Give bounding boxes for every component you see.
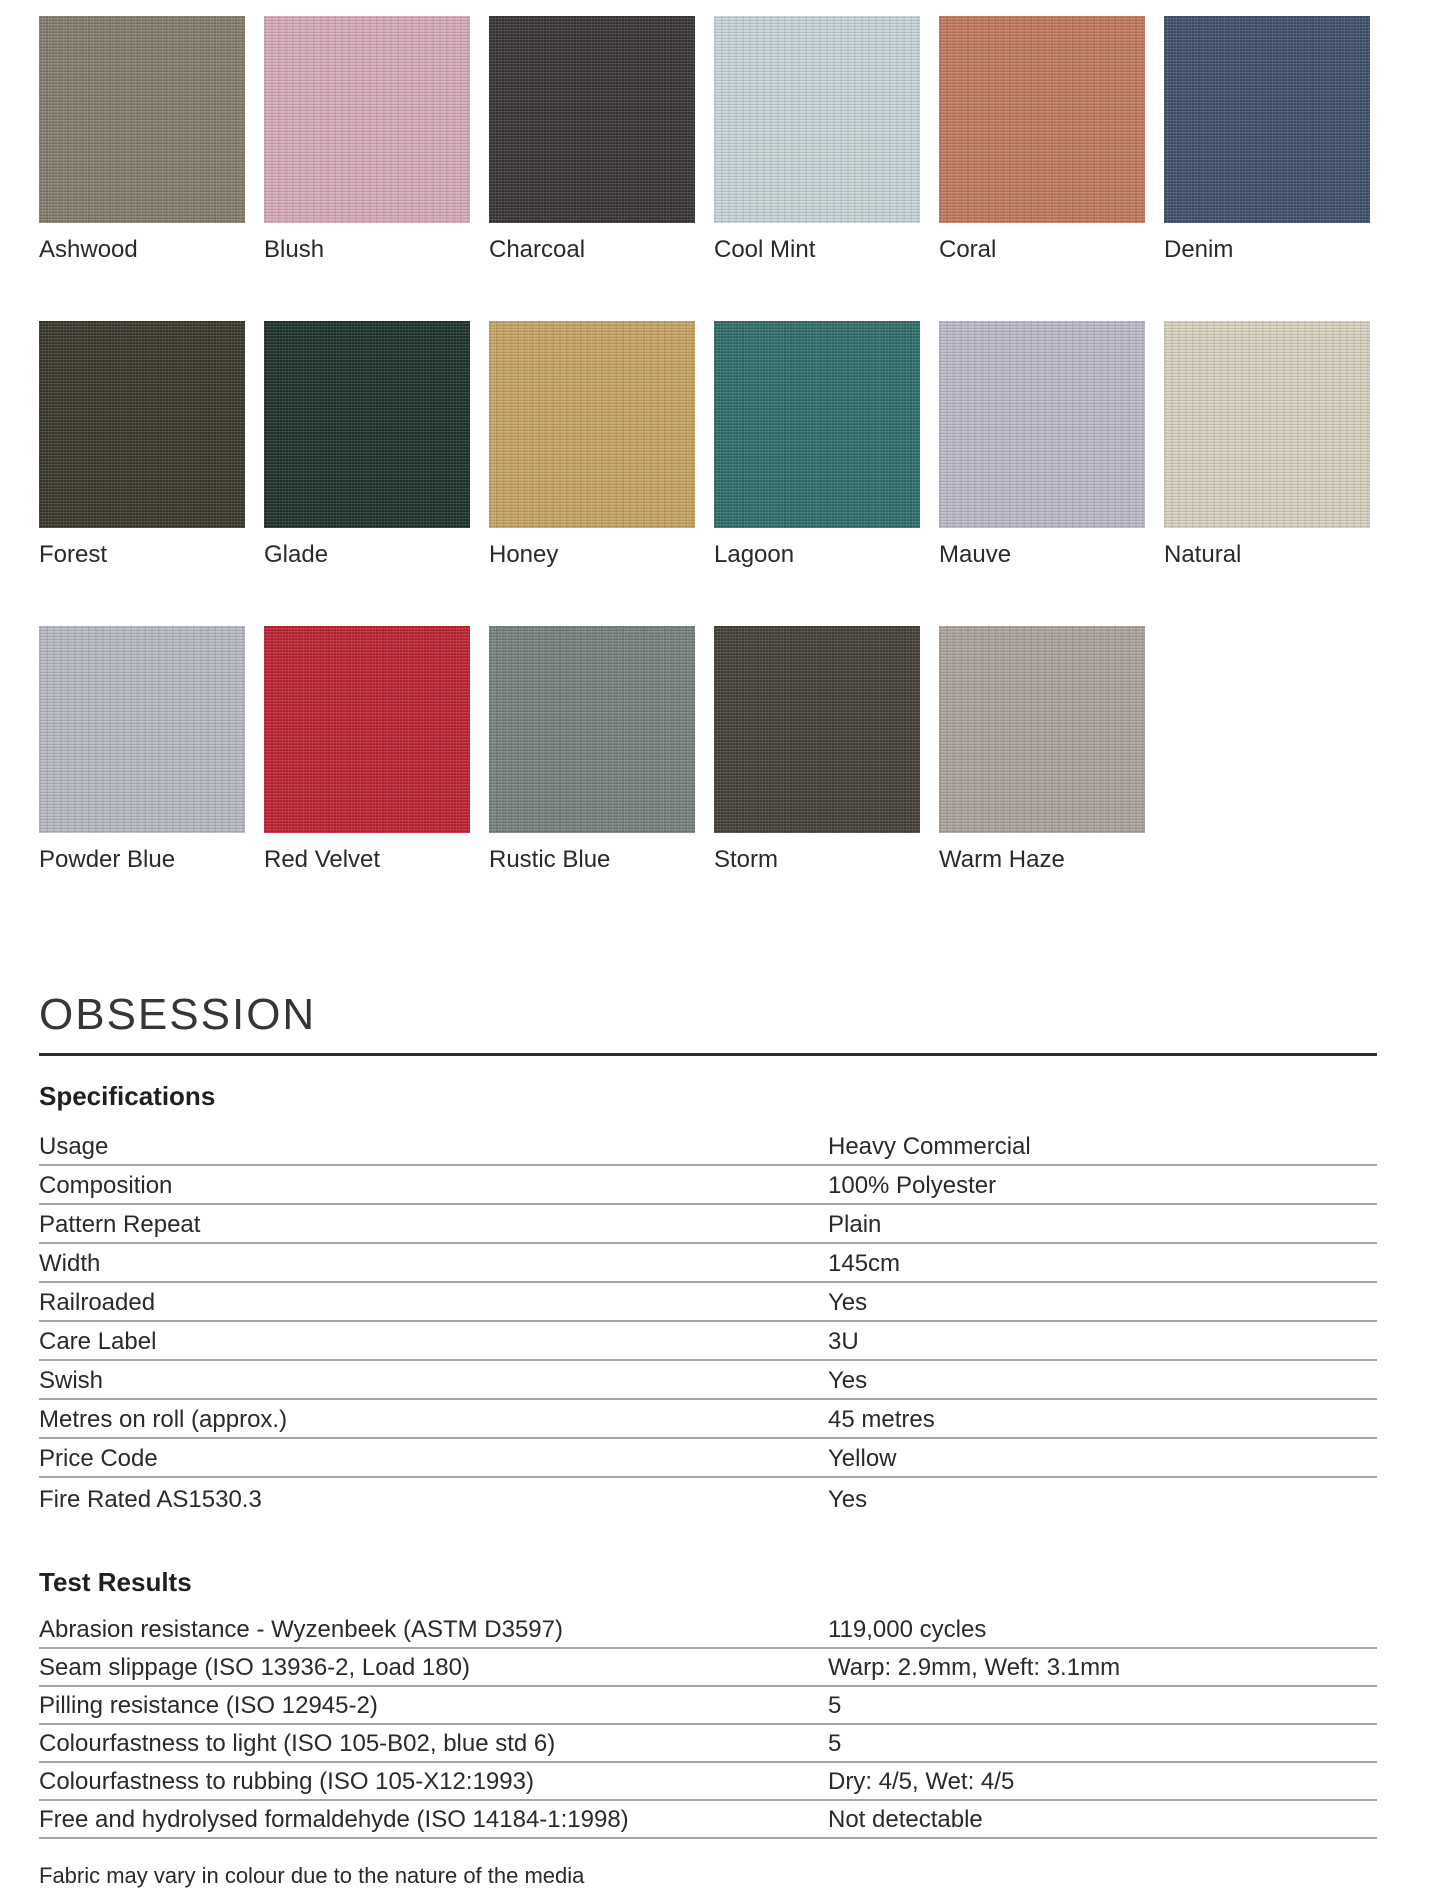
test-results-heading: Test Results [39, 1567, 192, 1597]
swatch-mauve [939, 321, 1145, 568]
table-row-label: Price Code [39, 1445, 158, 1472]
table-row-value: Plain [828, 1211, 882, 1238]
fabric-swatch-label: Storm [714, 846, 779, 873]
fabric-swatch-label: Blush [264, 236, 325, 263]
table-row-label: Abrasion resistance - Wyzenbeek (ASTM D3597) [39, 1616, 563, 1643]
swatch-storm [714, 626, 920, 873]
table-row-label: Usage [39, 1133, 109, 1160]
fabric-swatch-image [714, 321, 920, 528]
table-row [39, 1244, 1377, 1283]
fabric-swatch-label: Cool Mint [714, 236, 816, 263]
fabric-swatch-image [939, 321, 1145, 528]
table-row [39, 1687, 1377, 1725]
fabric-swatch-image [939, 626, 1145, 833]
fabric-swatch-label: Glade [264, 541, 329, 568]
table-row [39, 1283, 1377, 1322]
fabric-swatch-image [489, 16, 695, 223]
table-row-label: Colourfastness to rubbing (ISO 105-X12:1993) [39, 1768, 534, 1795]
fabric-swatch-image [264, 626, 470, 833]
fabric-swatch-image [264, 321, 470, 528]
page-title: OBSESSION [39, 990, 317, 1039]
fabric-swatch-image [714, 16, 920, 223]
fabric-swatch-image [1164, 16, 1370, 223]
table-row-label: Free and hydrolysed formaldehyde (ISO 14184-1:1998) [39, 1806, 629, 1833]
fabric-swatch-image [489, 321, 695, 528]
swatch-natural [1164, 321, 1370, 568]
fabric-swatch-label: Coral [939, 236, 997, 263]
table-row [39, 1478, 1377, 1517]
table-row-value: 45 metres [828, 1406, 935, 1433]
fabric-swatch-image [39, 321, 245, 528]
swatch-blush [264, 16, 470, 263]
table-row-label: Composition [39, 1172, 173, 1199]
swatch-powder-blue [39, 626, 245, 873]
table-row-value: Not detectable [828, 1806, 983, 1833]
swatch-honey [489, 321, 695, 568]
swatch-red-velvet [264, 626, 470, 873]
table-row [39, 1801, 1377, 1839]
table-row [39, 1439, 1377, 1478]
fabric-swatch-image [264, 16, 470, 223]
table-row [39, 1205, 1377, 1244]
fabric-swatch-label: Honey [489, 541, 559, 568]
title-rule [39, 1053, 1377, 1056]
fabric-swatch-label: Red Velvet [264, 846, 381, 873]
swatch-coral [939, 16, 1145, 263]
table-row-value: Yes [828, 1367, 868, 1394]
table-row [39, 1649, 1377, 1687]
swatch-rustic-blue [489, 626, 695, 873]
specifications-heading: Specifications [39, 1081, 216, 1111]
fabric-swatch-image [1164, 321, 1370, 528]
test-results-table [39, 1611, 1377, 1839]
fabric-swatch-label: Lagoon [714, 541, 795, 568]
fabric-swatch-label: Forest [39, 541, 108, 568]
fabric-swatch-image [714, 626, 920, 833]
swatch-forest [39, 321, 245, 568]
specifications-table [39, 1127, 1377, 1517]
table-row-value: Yellow [828, 1445, 897, 1472]
fabric-swatch-label: Natural [1164, 541, 1242, 568]
table-row-value: 3U [828, 1328, 859, 1355]
swatch-ashwood [39, 16, 245, 263]
table-row [39, 1611, 1377, 1649]
table-row-label: Metres on roll (approx.) [39, 1406, 288, 1433]
table-row-label: Swish [39, 1367, 104, 1394]
table-row-label: Width [39, 1250, 101, 1277]
table-row-value: Warp: 2.9mm, Weft: 3.1mm [828, 1654, 1121, 1681]
fabric-swatch-label: Powder Blue [39, 846, 176, 873]
table-row [39, 1166, 1377, 1205]
fabric-spec-page [39, 0, 1377, 1889]
swatch-glade [264, 321, 470, 568]
table-row-value: 5 [828, 1730, 842, 1757]
table-row-value: 119,000 cycles [828, 1616, 987, 1643]
swatch-cool-mint [714, 16, 920, 263]
table-row-label: Pattern Repeat [39, 1211, 201, 1238]
table-row-label: Colourfastness to light (ISO 105-B02, blue std 6) [39, 1730, 556, 1757]
table-row-label: Care Label [39, 1328, 157, 1355]
table-row [39, 1361, 1377, 1400]
table-row-label: Fire Rated AS1530.3 [39, 1486, 262, 1513]
swatch-lagoon [714, 321, 920, 568]
table-row-value: 100% Polyester [828, 1172, 997, 1199]
fabric-swatch-image [39, 626, 245, 833]
table-row-value: Dry: 4/5, Wet: 4/5 [828, 1768, 1015, 1795]
table-row [39, 1127, 1377, 1166]
table-row-value: Yes [828, 1486, 868, 1513]
fabric-swatch-image [39, 16, 245, 223]
table-row [39, 1763, 1377, 1801]
table-row-label: Seam slippage (ISO 13936-2, Load 180) [39, 1654, 470, 1681]
table-row-value: 5 [828, 1692, 842, 1719]
fabric-swatch-label: Denim [1164, 236, 1234, 263]
table-row-label: Pilling resistance (ISO 12945-2) [39, 1692, 378, 1719]
table-row [39, 1322, 1377, 1361]
fabric-swatch-label: Ashwood [39, 236, 138, 263]
swatch-warm-haze [939, 626, 1145, 873]
table-row-label: Railroaded [39, 1289, 156, 1316]
swatch-charcoal [489, 16, 695, 263]
fabric-swatch-image [939, 16, 1145, 223]
swatch-denim [1164, 16, 1370, 263]
fabric-swatch-label: Warm Haze [939, 846, 1065, 873]
table-row [39, 1400, 1377, 1439]
fabric-swatch-image [489, 626, 695, 833]
fabric-swatch-label: Mauve [939, 541, 1012, 568]
table-row-value: Heavy Commercial [828, 1133, 1031, 1160]
table-row-value: Yes [828, 1289, 868, 1316]
fabric-swatch-label: Charcoal [489, 236, 586, 263]
swatch-grid [39, 0, 1377, 931]
table-row-value: 145cm [828, 1250, 901, 1277]
fabric-swatch-label: Rustic Blue [489, 846, 611, 873]
table-row [39, 1725, 1377, 1763]
footnote: Fabric may vary in colour due to the nature of the media [39, 1863, 585, 1888]
